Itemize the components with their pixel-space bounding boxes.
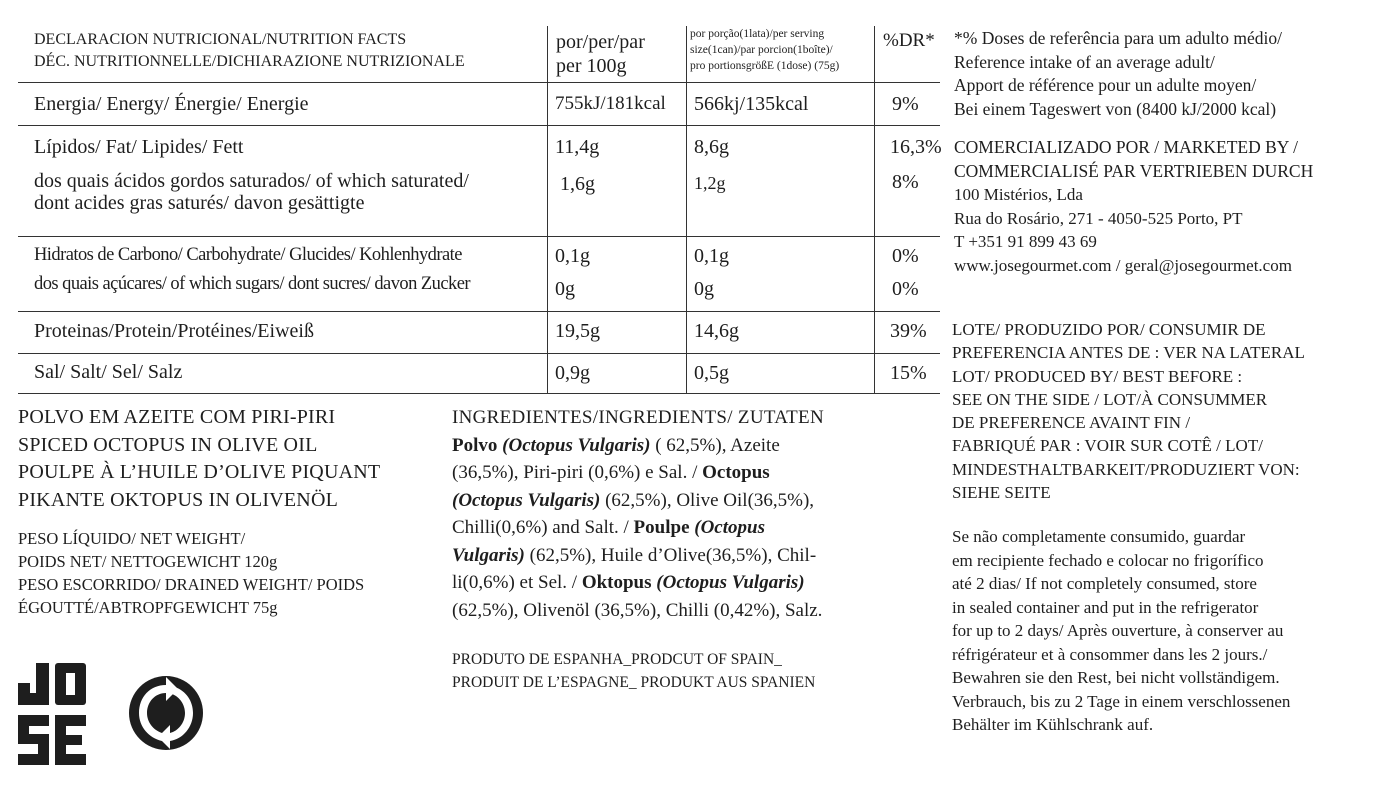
value-fat-per100: 11,4g [555, 136, 600, 158]
value-fat-serving: 8,6g [694, 136, 729, 158]
row-label-energy: Energia/ Energy/ Énergie/ Energie [34, 93, 309, 115]
value-salt-dr: 15% [890, 362, 927, 384]
value-salt-per100: 0,9g [555, 362, 590, 384]
value-sugars-serving: 0g [694, 278, 714, 300]
value-carbohydrate-per100: 0,1g [555, 245, 590, 267]
net-weight: PESO LÍQUIDO/ NET WEIGHT/ POIDS NET/ NETTOGEWICHT 120g PESO ESCORRIDO/ DRAINED WEIGHT/ POIDS ÉGOUTTÉ/ABTROPFGEWICHT 75g [18, 529, 365, 617]
value-saturates-per100: 1,6g [560, 173, 595, 195]
table-divider [18, 82, 940, 83]
column-header-dr: %DR* [883, 30, 935, 51]
column-header-per100: por/per/par per 100g [556, 31, 645, 77]
table-divider [547, 26, 548, 393]
value-saturates-dr: 8% [892, 171, 919, 193]
table-divider [18, 236, 940, 237]
value-protein-dr: 39% [890, 320, 927, 342]
marketer-info: COMERCIALIZADO POR / MARKETED BY / COMMERCIALISÉ PAR VERTRIEBEN DURCH 100 Mistérios, Lda Rua do Rosário, 271 - 4050-525 Porto, PT T +351 91 899 43 69 www.josegourmet.com / geral@josegourmet.com [954, 137, 1314, 275]
storage-instructions: Se não completamente consumido, guardar em recipiente fechado e colocar no frigorífico até 2 dias/ If not completely consumed, store in sealed container and put in the refrigerator for up to 2 days/ Après ouverture, à conserver au réfrigérateur et à consommer dans les 2 jours./ Bewahren sie den Rest, bei nicht vollständigem. Verbrauch, bis zu 2 Tage in einem verschlossenen Behälter im Kühlschrank auf. [952, 527, 1291, 734]
table-divider [18, 311, 940, 312]
column-header-serving: por porção(1lata)/per serving size(1can)/par porcion(1boîte)/ pro portionsgrößE (1dose) (75g) [690, 28, 840, 72]
row-label-salt: Sal/ Salt/ Sel/ Salz [34, 361, 183, 383]
table-title: DECLARACION NUTRICIONAL/NUTRITION FACTS DÉC. NUTRITIONNELLE/DICHIARAZIONE NUTRIZIONALE [34, 31, 465, 70]
row-label-saturates: dos quais ácidos gordos saturados/ of which saturated/ dont acides gras saturés/ davon gesättigte [34, 170, 469, 214]
value-energy-serving: 566kj/135kcal [694, 93, 809, 115]
value-sugars-per100: 0g [555, 278, 575, 300]
ingredients-heading: INGREDIENTES/INGREDIENTS/ ZUTATEN [452, 407, 824, 428]
product-name: POLVO EM AZEITE COM PIRI-PIRI SPICED OCTOPUS IN OLIVE OIL POULPE À L’HUILE D’OLIVE PIQUANT PIKANTE OKTOPUS IN OLIVENÖL [18, 406, 381, 511]
lot-info: LOTE/ PRODUZIDO POR/ CONSUMIR DE PREFERENCIA ANTES DE : VER NA LATERAL LOT/ PRODUCED BY/ BEST BEFORE : SEE ON THE SIDE / LOT/À CONSUMMER DE PREFERENCE AVAINT FIN / FABRIQUÉ PAR : VOIR SUR COTÊ / LOT/ MINDESTHALTBARKEIT/PRODUZIERT VON: SIEHE SEITE [952, 320, 1305, 503]
green-dot-icon [128, 675, 204, 755]
value-protein-serving: 14,6g [694, 320, 739, 342]
value-energy-dr: 9% [892, 93, 919, 115]
value-sugars-dr: 0% [892, 278, 919, 300]
reference-intake-note: *% Doses de referência para um adulto médio/ Reference intake of an average adult/ Apport de référence pour un adulte moyen/ Bei einem Tageswert von (8400 kJ/2000 kcal) [954, 28, 1282, 119]
row-label-protein: Proteinas/Protein/Protéines/Eiweiß [34, 320, 314, 342]
value-saturates-serving: 1,2g [694, 173, 726, 193]
row-label-carbohydrate: Hidratos de Carbono/ Carbohydrate/ Glucides/ Kohlenhydrate [34, 245, 462, 265]
row-label-sugars: dos quais açúcares/ of which sugars/ dont sucres/ davon Zucker [34, 274, 470, 294]
jose-logo-mark [18, 663, 86, 765]
table-divider [686, 26, 687, 393]
value-carbohydrate-dr: 0% [892, 245, 919, 267]
value-energy-per100: 755kJ/181kcal [555, 93, 666, 114]
value-fat-dr: 16,3% [890, 136, 942, 158]
table-divider [874, 26, 875, 393]
country-of-origin: PRODUTO DE ESPANHA_PRODCUT OF SPAIN_ PRODUIT DE L’ESPAGNE_ PRODUKT AUS SPANIEN [452, 651, 816, 691]
table-divider [18, 125, 940, 126]
value-carbohydrate-serving: 0,1g [694, 245, 729, 267]
jose-logo [18, 663, 86, 769]
value-protein-per100: 19,5g [555, 320, 600, 342]
ingredients: INGREDIENTES/INGREDIENTS/ ZUTATEN Polvo (Octopus Vulgaris) ( 62,5%), Azeite (36,5%), Piri-piri (0,6%) e Sal. / Octopus (Octopus Vulgaris) (62,5%), Olive Oil(36,5%), Chilli(0,6%) and Salt. / Poulpe (Octopus Vulgaris) (62,5%), Huile d’Olive(36,5%), Chil- li(0,6%) et Sel. / Oktopus (Octopus Vulgaris) (62,5%), Olivenöl (36,5%), Chilli (0,42%), Salz. [452, 404, 824, 624]
row-label-fat: Lípidos/ Fat/ Lipides/ Fett [34, 136, 244, 158]
value-salt-serving: 0,5g [694, 362, 729, 384]
table-divider [18, 353, 940, 354]
table-divider [18, 393, 940, 394]
